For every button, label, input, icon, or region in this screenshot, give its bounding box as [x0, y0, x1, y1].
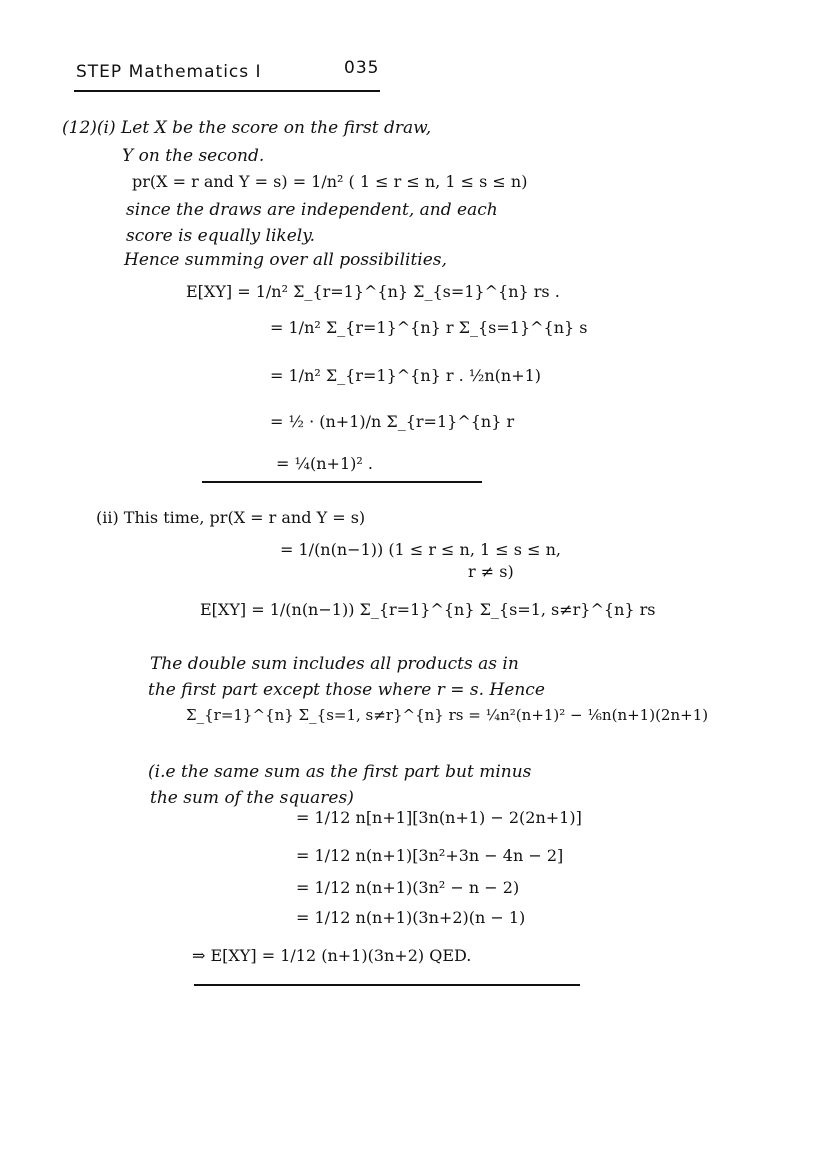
- part1-line-1: (12)(i) Let X be the score on the first draw,: [62, 118, 432, 138]
- part2-line-4: E[XY] = 1/(n(n−1)) Σ_{r=1}^{n} Σ_{s=1, s≠r}^{n} rs: [200, 600, 656, 619]
- header-title: STEP Mathematics I: [76, 62, 262, 82]
- part1-end-rule: [202, 481, 482, 483]
- part1-line-5: score is equally likely.: [126, 226, 315, 246]
- part2-line-5: The double sum includes all products as in: [150, 654, 519, 674]
- part2-line-2: = 1/(n(n−1)) (1 ≤ r ≤ n, 1 ≤ s ≤ n,: [280, 540, 561, 559]
- part1-eq-3: = 1/n² Σ_{r=1}^{n} r . ½n(n+1): [270, 366, 542, 385]
- part2-line-6: the first part except those where r = s. Hence: [148, 680, 545, 700]
- part2-line-9: the sum of the squares): [150, 788, 354, 808]
- part1-eq-1: E[XY] = 1/n² Σ_{r=1}^{n} Σ_{s=1}^{n} rs .: [186, 282, 560, 301]
- part2-line-1: (ii) This time, pr(X = r and Y = s): [96, 508, 366, 527]
- part2-end-rule: [194, 984, 580, 986]
- part2-eq-2: = 1/12 n(n+1)[3n²+3n − 4n − 2]: [296, 846, 564, 865]
- part2-eq-3: = 1/12 n(n+1)(3n² − n − 2): [296, 878, 520, 897]
- part1-line-6: Hence summing over all possibilities,: [124, 250, 447, 270]
- part1-eq-5: = ¼(n+1)² .: [276, 454, 373, 473]
- part1-eq-2: = 1/n² Σ_{r=1}^{n} r Σ_{s=1}^{n} s: [270, 318, 588, 337]
- header-underline: [74, 90, 380, 92]
- header-code: 035: [344, 58, 380, 78]
- part1-eq-4: = ½ · (n+1)/n Σ_{r=1}^{n} r: [270, 412, 515, 431]
- part2-line-7: Σ_{r=1}^{n} Σ_{s=1, s≠r}^{n} rs = ¼n²(n+1)² − ⅙n(n+1)(2n+1): [186, 706, 709, 724]
- part1-line-4: since the draws are independent, and each: [126, 200, 498, 220]
- part2-line-8: (i.e the same sum as the first part but minus: [148, 762, 532, 782]
- part1-line-3: pr(X = r and Y = s) = 1/n² ( 1 ≤ r ≤ n, 1 ≤ s ≤ n): [132, 172, 528, 191]
- part1-line-2: Y on the second.: [122, 146, 265, 166]
- part2-eq-1: = 1/12 n[n+1][3n(n+1) − 2(2n+1)]: [296, 808, 582, 827]
- part2-eq-5: ⇒ E[XY] = 1/12 (n+1)(3n+2) QED.: [192, 946, 472, 965]
- part2-line-3: r ≠ s): [468, 562, 514, 581]
- part2-eq-4: = 1/12 n(n+1)(3n+2)(n − 1): [296, 908, 526, 927]
